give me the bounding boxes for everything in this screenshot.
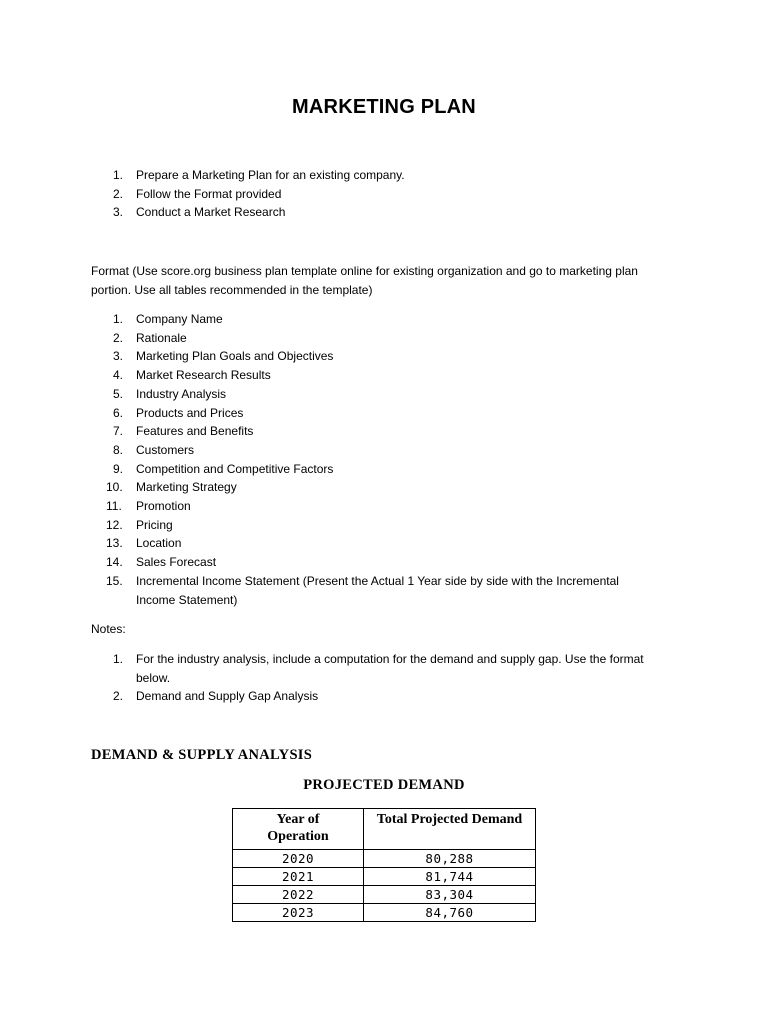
- list-text: Features and Benefits: [136, 424, 254, 439]
- list-text: Market Research Results: [136, 368, 271, 383]
- table-row: [233, 904, 536, 922]
- page-title: MARKETING PLAN: [292, 96, 476, 118]
- list-number: 5.: [113, 386, 124, 401]
- list-number: 1.: [113, 652, 124, 666]
- list-number: 7.: [113, 424, 124, 439]
- column-header-demand: Total Projected Demand: [364, 809, 536, 850]
- list-text: Marketing Strategy: [136, 480, 237, 495]
- format-list: [91, 310, 619, 609]
- list-item: [91, 460, 619, 479]
- list-item: [91, 478, 619, 497]
- list-number: 12.: [106, 517, 123, 532]
- list-item-continuation: [91, 669, 644, 688]
- list-text: Rationale: [136, 330, 187, 345]
- table-cell-year: 2022: [233, 886, 364, 904]
- list-item: [91, 497, 619, 516]
- notes-list: [91, 650, 644, 706]
- list-item: [91, 203, 405, 222]
- list-number: 10.: [106, 480, 123, 495]
- list-number: 15.: [106, 573, 123, 588]
- list-text: Demand and Supply Gap Analysis: [136, 689, 319, 704]
- table-header-row: [233, 809, 536, 850]
- list-text: Industry Analysis: [136, 386, 227, 401]
- list-text: Promotion: [136, 499, 191, 514]
- list-text: Marketing Plan Goals and Objectives: [136, 349, 334, 364]
- list-item-continuation: [91, 591, 619, 610]
- list-text: For the industry analysis, include a computation for the demand and supply gap. Use the format: [136, 652, 644, 666]
- list-number: 4.: [113, 368, 124, 383]
- list-number: 13.: [106, 536, 123, 551]
- list-number: 3.: [113, 205, 124, 220]
- list-number: 3.: [113, 349, 124, 364]
- list-item: [91, 687, 644, 706]
- section-heading: DEMAND & SUPPLY ANALYSIS: [91, 747, 313, 763]
- notes-label: Notes:: [91, 622, 126, 636]
- list-text: Products and Prices: [136, 405, 244, 420]
- list-text: Competition and Competitive Factors: [136, 461, 334, 476]
- list-number: 6.: [113, 405, 124, 420]
- header-line: Year of: [276, 812, 320, 827]
- list-item: [91, 441, 619, 460]
- list-item: [91, 534, 619, 553]
- list-number: 1.: [113, 168, 124, 182]
- list-number: 2.: [113, 330, 124, 345]
- list-number: 8.: [113, 442, 124, 457]
- list-text: Prepare a Marketing Plan for an existing company.: [136, 168, 405, 182]
- format-intro-line-2: portion. Use all tables recommended in the template): [91, 283, 373, 297]
- list-text: Sales Forecast: [136, 555, 217, 570]
- list-number: 14.: [106, 555, 123, 570]
- list-item: [91, 516, 619, 535]
- projected-demand-table: [232, 808, 536, 922]
- list-item: [91, 553, 619, 572]
- list-item: [91, 404, 619, 423]
- format-intro-line-1: Format (Use score.org business plan template online for existing organization and go to marketing plan: [91, 264, 638, 278]
- list-text: Pricing: [136, 517, 173, 532]
- list-item: [91, 366, 619, 385]
- table-cell-demand: 81,744: [364, 868, 536, 886]
- list-item: [91, 347, 619, 366]
- table-row: [233, 868, 536, 886]
- table-cell-demand: 83,304: [364, 886, 536, 904]
- list-number: 2.: [113, 186, 124, 201]
- table-row: [233, 886, 536, 904]
- table-cell-year: 2020: [233, 850, 364, 868]
- table-title: PROJECTED DEMAND: [303, 777, 465, 793]
- header-line: Operation: [267, 829, 329, 844]
- table-cell-demand: 80,288: [364, 850, 536, 868]
- instructions-list: [91, 166, 405, 222]
- list-text: Customers: [136, 442, 195, 457]
- list-text: Incremental Income Statement (Present the Actual 1 Year side by side with the Incremental: [136, 573, 619, 588]
- list-number: 9.: [113, 461, 124, 476]
- list-item: [91, 422, 619, 441]
- table-cell-demand: 84,760: [364, 904, 536, 922]
- list-item: [91, 185, 405, 204]
- list-number: 11.: [106, 499, 122, 514]
- table-cell-year: 2021: [233, 868, 364, 886]
- list-number: 2.: [113, 689, 124, 704]
- list-text: Follow the Format provided: [136, 186, 282, 201]
- list-item: [91, 310, 619, 329]
- list-text: Location: [136, 536, 182, 551]
- list-item: [91, 385, 619, 404]
- list-item: [91, 166, 405, 185]
- list-number: 1.: [113, 312, 124, 326]
- table-row: [233, 850, 536, 868]
- list-item: [91, 329, 619, 348]
- list-item: [91, 572, 619, 591]
- list-text: Income Statement): [136, 592, 238, 607]
- list-text: Company Name: [136, 312, 223, 326]
- list-text: below.: [136, 670, 171, 685]
- column-header-year: [233, 809, 364, 850]
- table-cell-year: 2023: [233, 904, 364, 922]
- list-text: Conduct a Market Research: [136, 205, 286, 220]
- list-item: [91, 650, 644, 669]
